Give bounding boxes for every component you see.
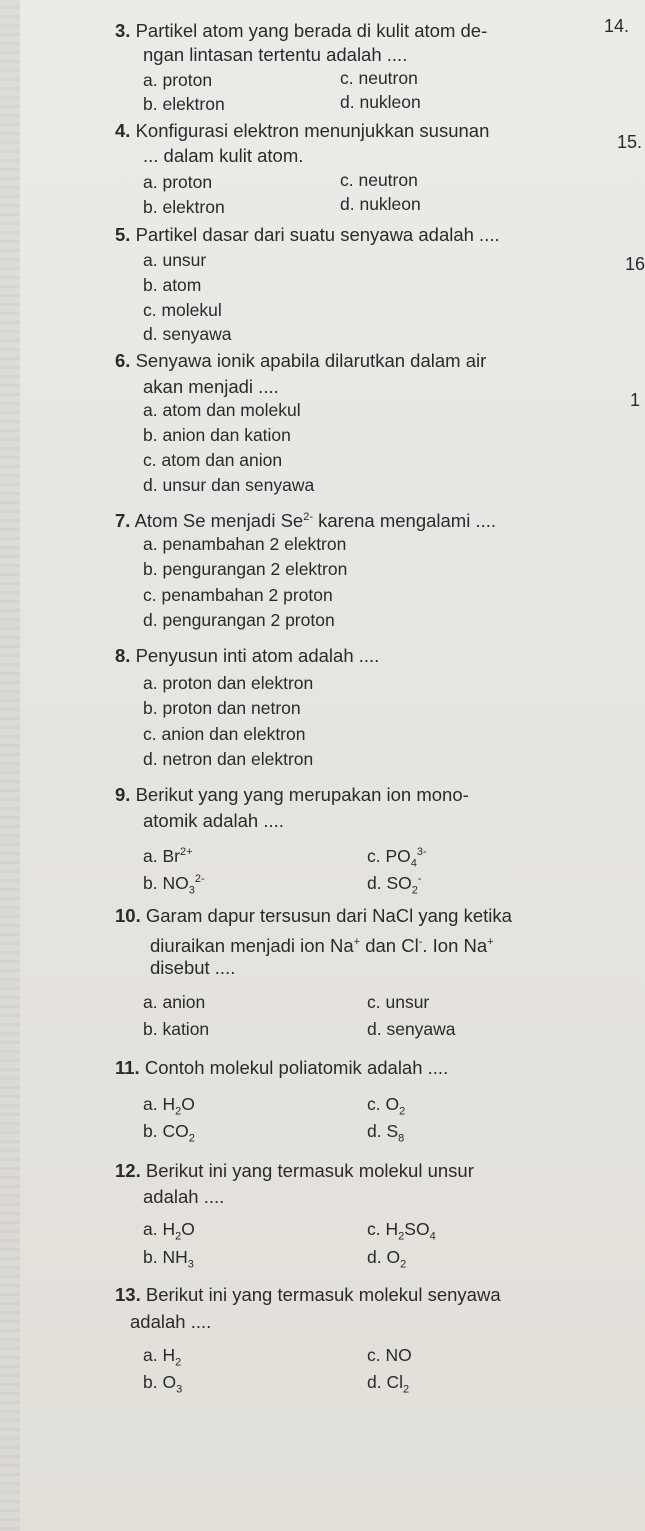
option-label: b. xyxy=(143,872,158,893)
formula: O xyxy=(386,1247,401,1267)
formula: Cl xyxy=(386,1372,404,1392)
formula: PO xyxy=(385,845,411,866)
formula: S xyxy=(386,1121,399,1141)
question-number: 10. xyxy=(115,905,141,926)
formula: CO xyxy=(162,1121,189,1141)
question-text: Garam dapur tersusun dari NaCl yang ketika xyxy=(145,905,512,926)
question-number: 8. xyxy=(115,645,131,666)
subscript: 2 xyxy=(400,1258,407,1271)
option-b[interactable]: b. atom xyxy=(143,275,202,295)
subscript: 2 xyxy=(188,1132,195,1145)
option-label: c. xyxy=(367,845,381,866)
option-label: a. xyxy=(143,845,158,866)
option-label: a. xyxy=(143,1094,158,1114)
formula: O xyxy=(181,1094,195,1114)
option-label: d. xyxy=(367,1247,382,1267)
option-a[interactable]: a. atom dan molekul xyxy=(143,400,301,420)
option-label: c. xyxy=(367,1219,381,1239)
subscript: 2 xyxy=(399,1105,406,1118)
subscript: 2 xyxy=(398,1230,405,1243)
option-a[interactable]: a. proton dan elektron xyxy=(143,673,314,693)
option-c[interactable]: c. anion dan elektron xyxy=(143,724,306,744)
formula: SO xyxy=(386,872,412,893)
question-text: Berikut yang yang merupakan ion mono- xyxy=(135,784,469,805)
question-text: Berikut ini yang termasuk molekul senyawa xyxy=(145,1284,501,1305)
option-label: b. xyxy=(143,1247,158,1267)
option-b[interactable] xyxy=(143,1245,194,1277)
option-b[interactable]: b. pengurangan 2 elektron xyxy=(143,559,348,579)
question-7 xyxy=(115,504,496,534)
question-text: Konfigurasi elektron menunjukkan susunan xyxy=(135,120,490,141)
option-d[interactable] xyxy=(367,1245,406,1277)
question-12-cont: adalah .... xyxy=(143,1186,225,1207)
side-number-14: 14. xyxy=(604,16,630,36)
charge: - xyxy=(417,873,422,885)
question-number: 6. xyxy=(115,350,131,371)
question-11 xyxy=(115,1055,448,1081)
option-c[interactable] xyxy=(367,1343,412,1367)
formula: Br xyxy=(162,845,180,866)
question-number: 5. xyxy=(115,224,131,245)
question-number: 3. xyxy=(115,20,131,41)
option-d[interactable] xyxy=(367,1370,409,1402)
option-d[interactable]: d. nukleon xyxy=(340,92,421,112)
option-c[interactable]: c. penambahan 2 proton xyxy=(143,585,333,605)
formula: O xyxy=(385,1094,400,1114)
subscript: 4 xyxy=(429,1230,436,1243)
option-d[interactable]: d. senyawa xyxy=(143,324,232,344)
option-b[interactable] xyxy=(143,1119,195,1151)
option-d[interactable]: d. senyawa xyxy=(367,1019,456,1039)
option-label: a. xyxy=(143,1219,158,1239)
option-c[interactable]: c. atom dan anion xyxy=(143,450,283,470)
formula: H xyxy=(162,1219,176,1239)
option-b[interactable] xyxy=(143,867,205,902)
option-d[interactable]: d. unsur dan senyawa xyxy=(143,475,315,495)
option-d[interactable] xyxy=(367,1119,404,1151)
question-number: 13. xyxy=(115,1284,141,1305)
question-8 xyxy=(115,643,379,669)
question-12 xyxy=(115,1158,474,1184)
formula: O xyxy=(181,1219,195,1239)
question-4-cont: ... dalam kulit atom. xyxy=(143,145,304,166)
question-3 xyxy=(115,18,487,44)
option-label: b. xyxy=(143,1121,158,1141)
question-text: . Ion Na xyxy=(422,935,488,957)
question-text: Atom Se menjadi Se xyxy=(134,510,304,532)
question-3-cont: ngan lintasan tertentu adalah .... xyxy=(143,44,408,65)
question-text: Senyawa ionik apabila dilarutkan dalam air xyxy=(135,350,487,371)
subscript: 2 xyxy=(175,1230,182,1243)
option-d[interactable]: d. netron dan elektron xyxy=(143,749,314,769)
charge: 3- xyxy=(416,846,427,858)
option-a[interactable]: a. anion xyxy=(143,992,206,1012)
subscript: 3 xyxy=(187,1258,194,1271)
option-c[interactable] xyxy=(367,1217,436,1249)
side-number-17: 1 xyxy=(630,390,641,410)
formula: H xyxy=(162,1345,176,1365)
question-10 xyxy=(115,903,512,929)
question-13 xyxy=(115,1282,501,1308)
option-b[interactable]: b. kation xyxy=(143,1019,210,1039)
option-c[interactable]: c. neutron xyxy=(340,68,418,88)
option-c[interactable]: c. unsur xyxy=(367,992,430,1012)
charge: - xyxy=(418,936,423,948)
option-label: d. xyxy=(367,1121,382,1141)
charge-superscript: 2- xyxy=(303,511,313,523)
option-c[interactable]: c. neutron xyxy=(340,170,418,190)
side-number-16: 16 xyxy=(625,254,645,274)
question-6-cont: akan menjadi .... xyxy=(143,376,279,397)
charge: + xyxy=(353,936,361,948)
subscript: 3 xyxy=(188,884,195,897)
subscript: 8 xyxy=(398,1132,405,1145)
option-b[interactable] xyxy=(143,1370,182,1402)
question-text: Partikel dasar dari suatu senyawa adalah .... xyxy=(135,224,500,245)
question-5 xyxy=(115,222,500,248)
option-a[interactable] xyxy=(143,1217,195,1249)
question-number: 9. xyxy=(115,784,131,805)
formula: NO xyxy=(162,872,189,893)
side-number-15: 15. xyxy=(617,132,643,152)
question-text: Partikel atom yang berada di kulit atom de- xyxy=(135,20,488,41)
option-b[interactable]: b. proton dan netron xyxy=(143,698,301,718)
option-a[interactable]: a. unsur xyxy=(143,250,207,270)
question-9 xyxy=(115,782,469,808)
formula: SO xyxy=(404,1219,430,1239)
charge: + xyxy=(487,936,494,948)
subscript: 2 xyxy=(403,1383,410,1396)
subscript: 4 xyxy=(410,857,417,870)
question-number: 12. xyxy=(115,1160,141,1181)
formula: H xyxy=(162,1094,176,1114)
option-label: d. xyxy=(367,1372,382,1392)
charge: 2+ xyxy=(179,846,193,858)
question-number: 11. xyxy=(115,1057,140,1078)
charge: 2- xyxy=(194,873,205,885)
question-number: 7. xyxy=(115,510,131,532)
question-13-cont: adalah .... xyxy=(130,1311,212,1332)
option-d[interactable]: d. pengurangan 2 proton xyxy=(143,610,335,630)
binding-edge xyxy=(0,0,20,1531)
question-6 xyxy=(115,348,486,374)
option-label: b. xyxy=(143,1372,158,1392)
option-b[interactable]: b. anion dan kation xyxy=(143,425,291,445)
question-number: 4. xyxy=(115,120,131,141)
option-c[interactable]: c. molekul xyxy=(143,300,222,320)
subscript: 2 xyxy=(175,1356,182,1369)
option-label: c. xyxy=(367,1345,381,1365)
option-label: c. xyxy=(367,1094,381,1114)
question-text: Contoh molekul poliatomik adalah .... xyxy=(144,1057,449,1078)
question-text: Penyusun inti atom adalah .... xyxy=(135,645,380,666)
formula: H xyxy=(385,1219,399,1239)
question-9-cont: atomik adalah .... xyxy=(143,810,284,831)
question-text: dan Cl xyxy=(360,935,419,957)
formula: NH xyxy=(162,1247,188,1267)
option-a[interactable] xyxy=(143,840,193,868)
subscript: 3 xyxy=(176,1383,183,1396)
option-a[interactable]: a. proton xyxy=(143,172,213,192)
subscript: 2 xyxy=(411,884,418,897)
question-text-rest: karena mengalami .... xyxy=(313,510,497,532)
option-d[interactable]: d. nukleon xyxy=(340,194,421,214)
question-text: diuraikan menjadi ion Na xyxy=(150,935,354,957)
option-b[interactable]: b. elektron xyxy=(143,94,225,114)
subscript: 2 xyxy=(175,1105,182,1118)
formula: O xyxy=(162,1372,177,1392)
option-label: d. xyxy=(367,872,382,893)
question-4 xyxy=(115,118,489,144)
option-label: a. xyxy=(143,1345,158,1365)
option-a[interactable]: a. penambahan 2 elektron xyxy=(143,534,347,554)
formula: NO xyxy=(385,1345,412,1365)
question-10-cont2: disebut .... xyxy=(150,957,236,978)
question-text: Berikut ini yang termasuk molekul unsur xyxy=(145,1160,474,1181)
option-b[interactable]: b. elektron xyxy=(143,197,225,217)
option-a[interactable]: a. proton xyxy=(143,70,213,90)
option-d[interactable] xyxy=(367,867,422,902)
